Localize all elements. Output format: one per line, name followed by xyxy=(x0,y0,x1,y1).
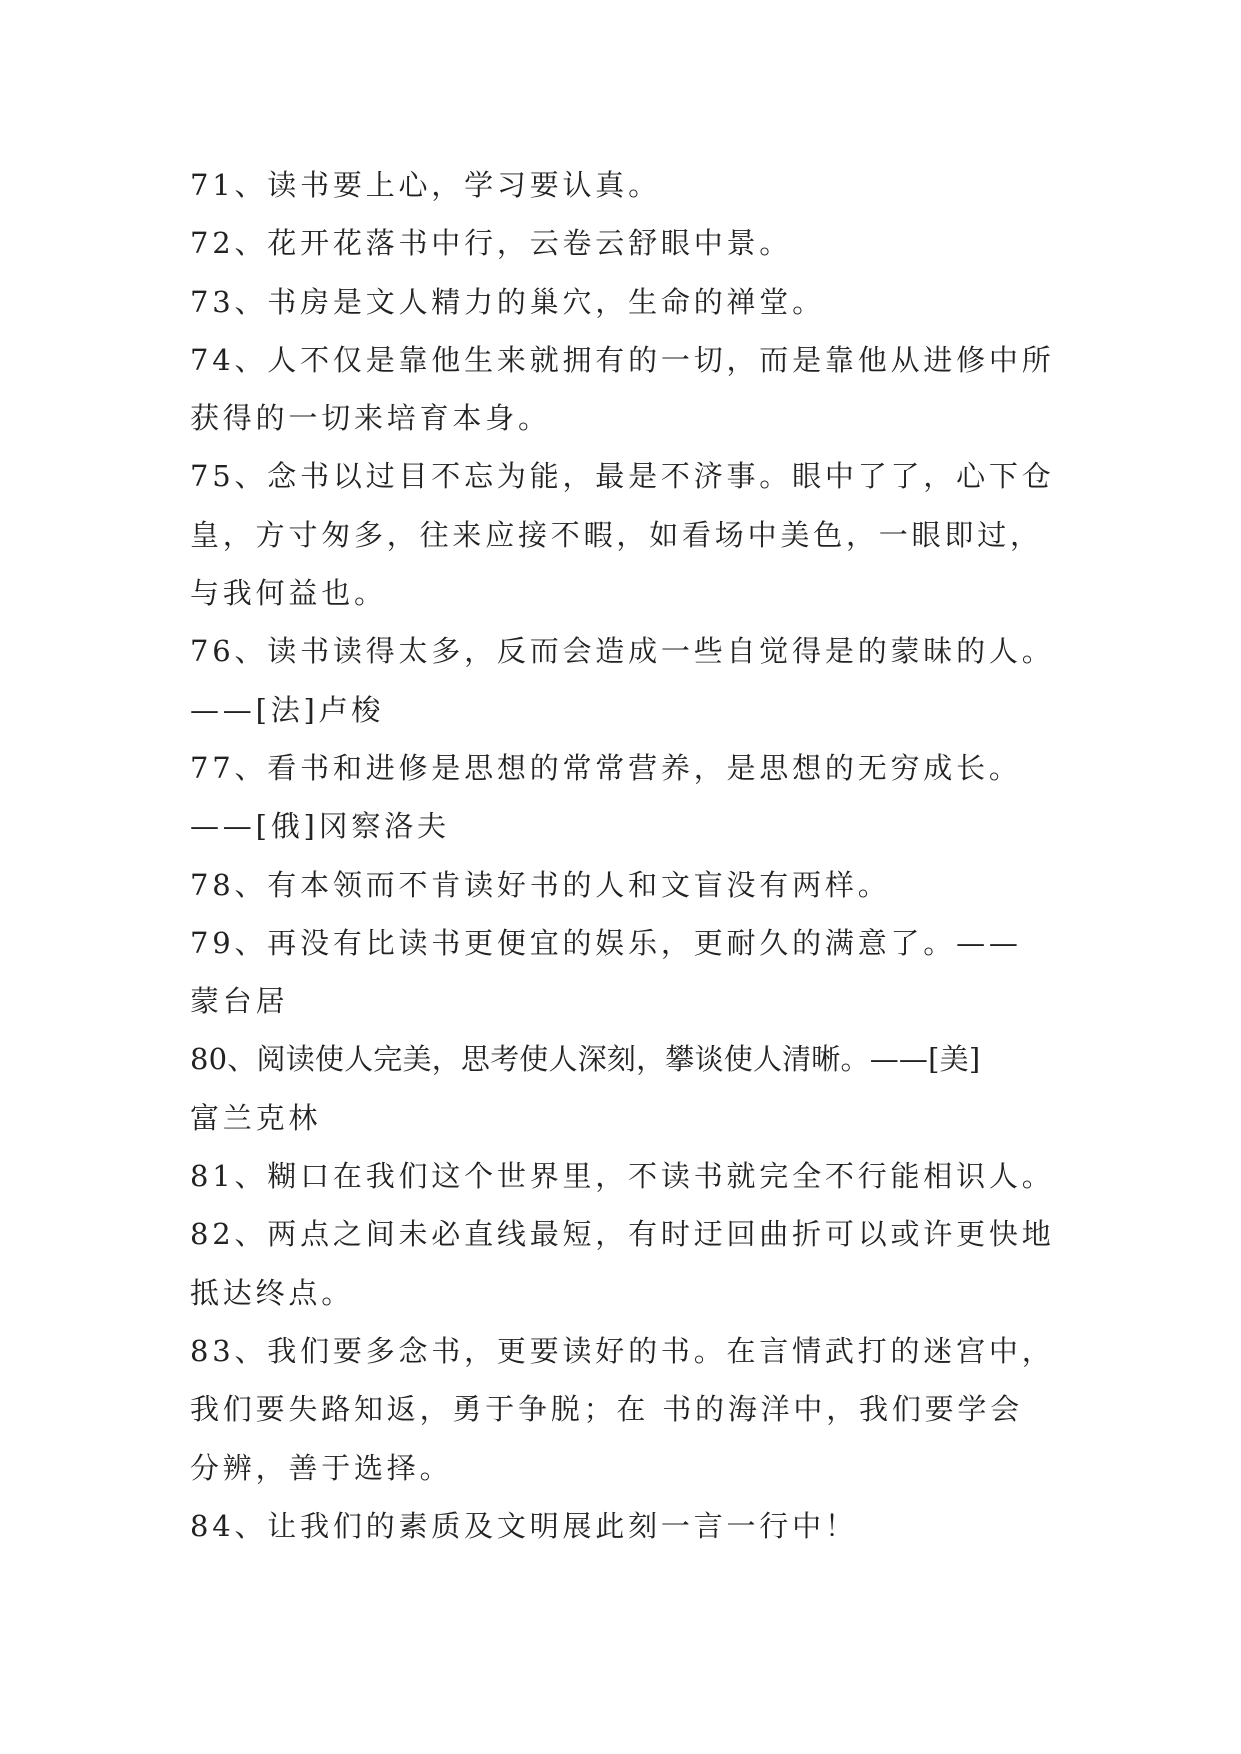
text-line-13: 78、有本领而不肯读好书的人和文盲没有两样。 xyxy=(190,867,891,902)
text-line-3: 73、书房是文人精力的巢穴，生命的禅堂。 xyxy=(190,284,825,319)
text-line-10: ——[法]卢梭 xyxy=(190,692,385,727)
text-line-21: 83、我们要多念书，更要读好的书。在言情武打的迷宫中， xyxy=(190,1333,1055,1368)
text-line-14: 79、再没有比读书更便宜的娱乐，更耐久的满意了。—— xyxy=(190,925,1022,960)
text-line-19: 82、两点之间未必直线最短，有时迂回曲折可以或许更快地 xyxy=(190,1217,1055,1252)
text-line-11: 77、看书和进修是思想的常常营养，是思想的无穷成长。 xyxy=(190,750,1022,785)
text-line-9: 76、读书读得太多，反而会造成一些自觉得是的蒙昧的人。 xyxy=(190,634,1055,669)
text-line-18: 81、糊口在我们这个世界里，不读书就完全不行能相识人。 xyxy=(190,1159,1055,1194)
text-line-24: 84、让我们的素质及文明展此刻一言一行中！ xyxy=(190,1508,858,1543)
text-line-12: ——[俄]冈察洛夫 xyxy=(190,809,450,844)
text-line-1: 71、读书要上心，学习要认真。 xyxy=(190,168,661,202)
text-line-23: 分辨，善于选择。 xyxy=(190,1450,453,1485)
document-body xyxy=(190,156,1090,1555)
text-line-20: 抵达终点。 xyxy=(190,1275,355,1310)
text-line-22: 我们要失路知返，勇于争脱；在 书的海洋中，我们要学会 xyxy=(190,1392,1024,1427)
text-line-6: 75、念书以过目不忘为能，最是不济事。眼中了了，心下仓 xyxy=(190,459,1055,494)
text-line-7: 皇，方寸匆多，往来应接不暇，如看场中美色，一眼即过， xyxy=(190,517,1043,552)
text-line-17: 富兰克林 xyxy=(190,1100,322,1135)
text-line-8: 与我何益也。 xyxy=(190,576,387,611)
text-line-16: 80、阅读使人完美，思考使人深刻，攀谈使人清晰。——[美] xyxy=(190,1042,981,1077)
text-line-2: 72、花开花落书中行，云卷云舒眼中景。 xyxy=(190,226,793,261)
text-line-4: 74、人不仅是靠他生来就拥有的一切，而是靠他从进修中所 xyxy=(190,342,1055,377)
text-line-5: 获得的一切来培育本身。 xyxy=(190,401,551,436)
text-line-15: 蒙台居 xyxy=(190,984,289,1019)
